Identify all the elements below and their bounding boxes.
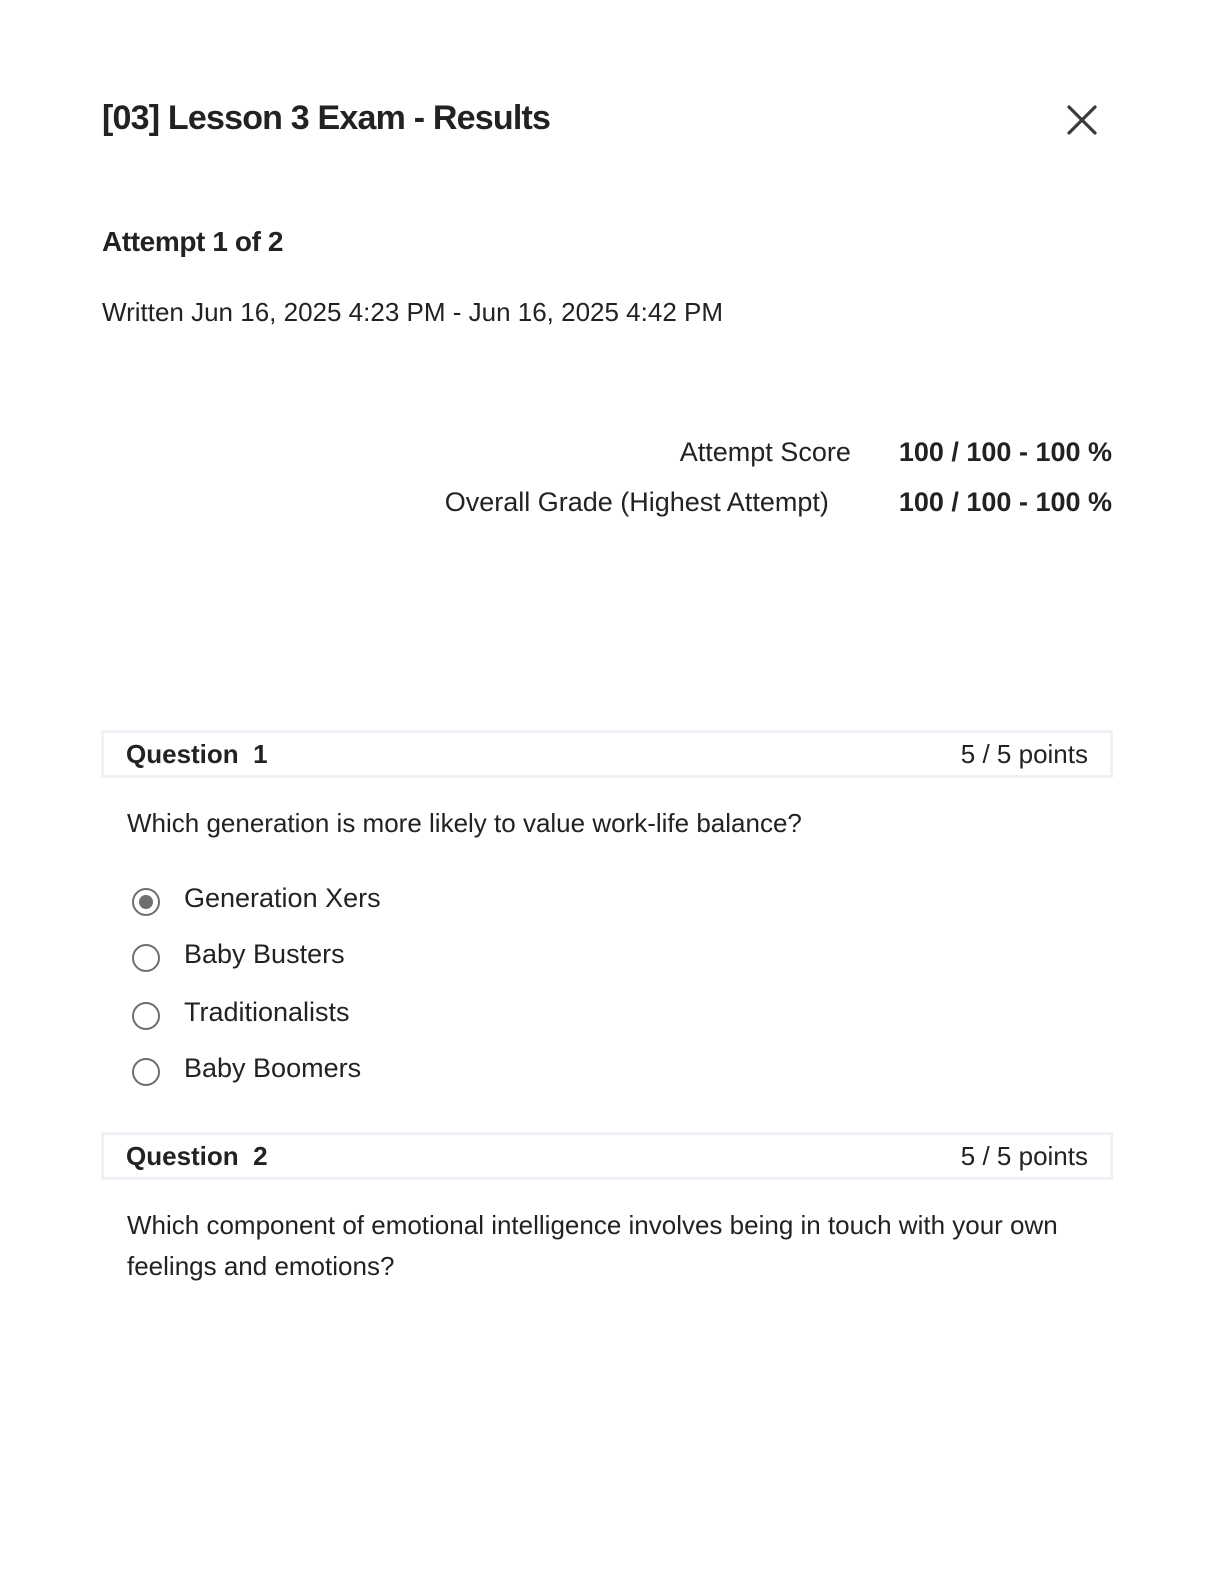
attempt-heading: Attempt 1 of 2 xyxy=(102,226,284,257)
option-label: Traditionalists xyxy=(184,997,350,1027)
option-label: Baby Boomers xyxy=(184,1053,362,1083)
close-icon xyxy=(1060,98,1104,142)
question-1-header xyxy=(101,730,1113,778)
radio-selected-icon[interactable] xyxy=(132,888,160,916)
attempt-score-row xyxy=(680,434,1112,470)
question-1-text: Which generation is more likely to value work-life balance? xyxy=(127,808,802,838)
option-label: Baby Busters xyxy=(184,939,345,969)
page-title: [03] Lesson 3 Exam - Results xyxy=(102,99,551,137)
question-1-points: 5 / 5 points xyxy=(960,739,1088,769)
question-2-text: Which component of emotional intelligence involves being in touch with your own feelings and emotions? xyxy=(127,1210,1058,1281)
attempt-score-label: Attempt Score xyxy=(679,437,851,467)
question-2-points: 5 / 5 points xyxy=(960,1141,1088,1171)
question-2-header xyxy=(101,1132,1113,1180)
radio-unselected-icon[interactable] xyxy=(132,1002,160,1030)
overall-grade-row xyxy=(445,484,1112,520)
close-button[interactable] xyxy=(1060,98,1104,142)
option-label: Generation Xers xyxy=(184,883,381,913)
overall-grade-value: 100 / 100 - 100 % xyxy=(898,487,1112,517)
radio-unselected-icon[interactable] xyxy=(132,944,160,972)
question-1-label: Question 1 xyxy=(126,739,268,769)
attempt-score-value: 100 / 100 - 100 % xyxy=(898,437,1112,467)
overall-grade-label: Overall Grade (Highest Attempt) xyxy=(444,487,829,517)
radio-unselected-icon[interactable] xyxy=(132,1058,160,1086)
question-2-label: Question 2 xyxy=(126,1141,268,1171)
written-timestamp: Written Jun 16, 2025 4:23 PM - Jun 16, 2025 4:42 PM xyxy=(102,297,724,327)
